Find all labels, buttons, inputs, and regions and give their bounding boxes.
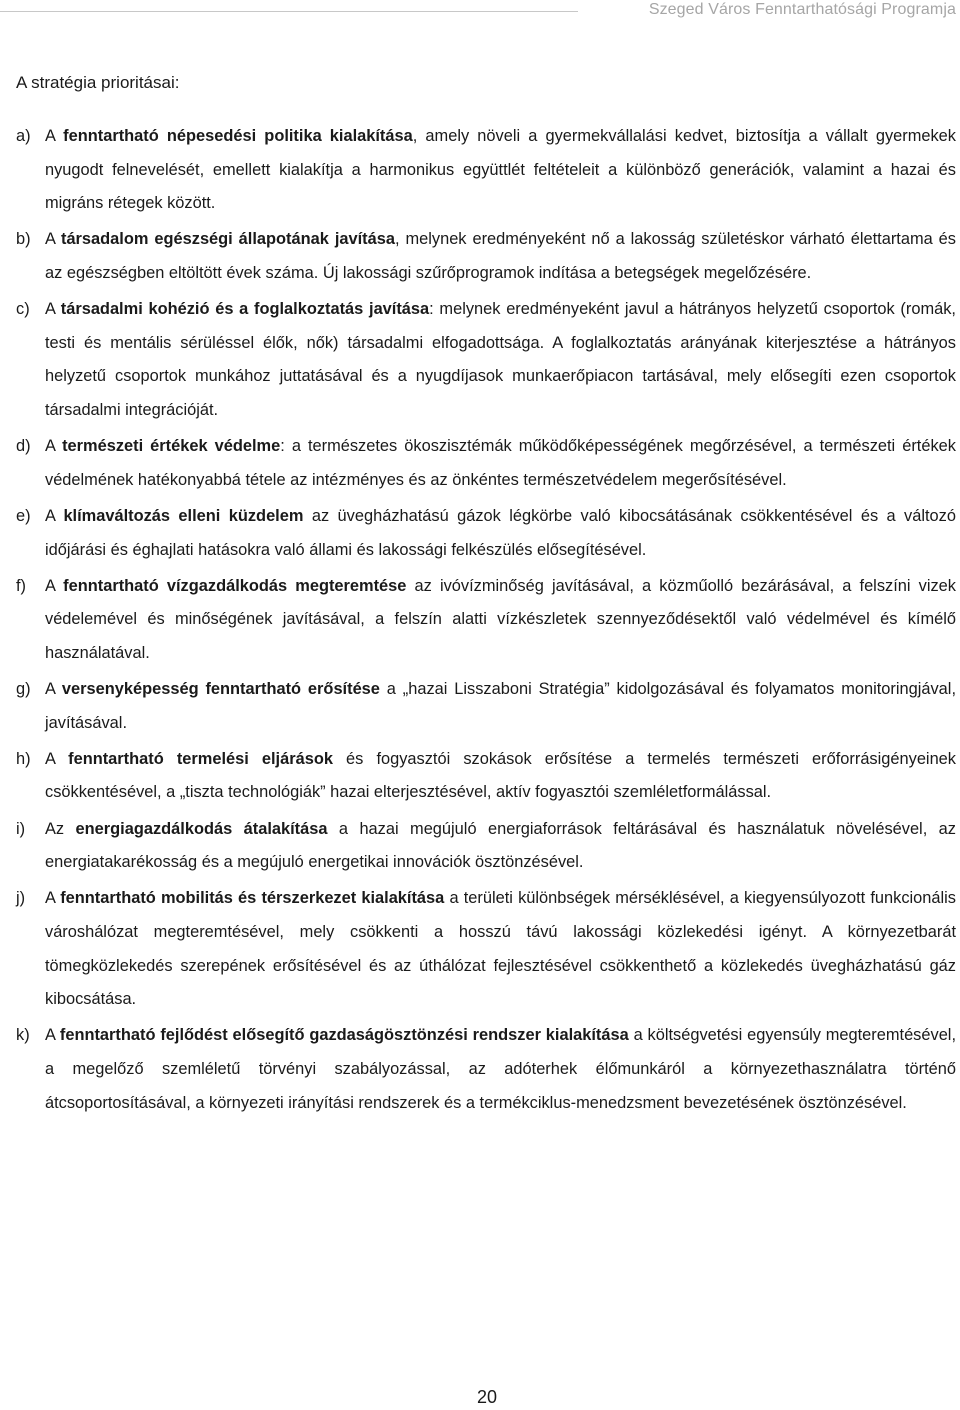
priority-title: fenntartható vízgazdálkodás megteremtése (63, 576, 407, 595)
priority-marker: f) (16, 576, 27, 595)
priority-item-g (16, 673, 956, 740)
running-header-title: Szeged Város Fenntarthatósági Programja (648, 1, 956, 18)
priority-text-lead: A (45, 127, 64, 145)
priority-description: , amely növeli a gyermekvállalási kedvet, biztosítja a vállalt gyermekek nyugodt felnevelését, emellett kialakítja a harmonikus együttlét feltételeit a különböző generációk, valamint a hazai és migráns rétegek között. (45, 127, 956, 213)
priority-item-c (16, 293, 956, 427)
priority-description: a költségvetési egyensúly megteremtésével, a megelőző szemléletű törvényi szabályozással, az adóterhek élőmunkáról a környezethasználatra történő átcsoportosításával, a környezeti irányítási rendszerek és a termékciklus-menedzsment bevezetésének ösztönzésével. (45, 1026, 957, 1112)
priority-title: fenntartható fejlődést elősegítő gazdaságösztönzési rendszer kialakítása (59, 1026, 629, 1045)
priority-marker: g) (16, 680, 31, 699)
priority-text-lead: A (45, 1026, 60, 1045)
priority-marker: j) (16, 889, 26, 908)
priority-marker: d) (16, 437, 31, 456)
priority-description: a területi különbségek mérséklésével, a kiegyensúlyozott funkcionális városhálózat megteremtésével, mely csökkenti a hosszú távú lakossági közlekedési igényt. A környezetbarát tömegközlekedés szerepének erősítésével és az úthálózat fejlesztésével csökkenthető a közlekedés üvegházhatású gáz kibocsátása. (45, 889, 956, 1009)
priority-description: a hazai megújuló energiaforrások feltárásával és használatuk növelésével, az energiatakarékosság és a megújuló energetikai innovációk ösztönzésével. (45, 819, 956, 872)
priority-item-e (16, 500, 956, 567)
priority-item-d (16, 430, 956, 497)
priority-item-a (16, 120, 956, 221)
priority-title: fenntartható mobilitás és térszerkezet kialakítása (60, 889, 445, 908)
priority-marker: i) (16, 819, 26, 838)
priority-item-i (16, 813, 956, 880)
priority-text-lead: A (45, 889, 61, 908)
priority-text-lead: A (45, 749, 69, 768)
priority-title: klímaváltozás elleni küzdelem (63, 506, 304, 525)
priority-description: az ivóvízminőség javításával, a közműolló bezárásával, a felszíni vizek védelemével és minőségének javításával, a felszín alatti vízkészletek szennyeződésektől való védelmével és kímélő használatával. (45, 576, 956, 662)
priority-text-lead: A (45, 300, 61, 319)
priority-description: : a természetes ökoszisztémák működőképességének megőrzésével, a természeti értékek védelmének hatékonyabbá tétele az intézményes és az önkéntes természetvédelem megerősítésével. (45, 437, 956, 489)
priority-title: versenyképesség fenntartható erősítése (61, 680, 380, 699)
priority-item-f (16, 570, 956, 671)
priority-title: fenntartható termelési eljárások (68, 749, 333, 768)
priority-list (16, 120, 956, 1123)
header-rule (0, 11, 578, 12)
priority-description: , melynek eredményeként nő a lakosság születéskor várható élettartama és az egészségben eltöltött évek száma. Új lakossági szűrőprogramok indítása a betegségek megelőzésére. (45, 230, 956, 282)
priority-marker: h) (16, 749, 31, 768)
priority-marker: b) (16, 230, 31, 249)
priority-description: és fogyasztói szokások erősítése a termelés természeti erőforrásigényeinek csökkentésével, a „tiszta technológiák” hazai elterjesztésével, aktív fogyasztói szemléletformálással. (45, 749, 956, 802)
priority-text-lead: A (45, 230, 61, 249)
priority-item-j (16, 882, 956, 1016)
page-number: 20 (476, 1387, 498, 1407)
priority-title: fenntartható népesedési politika kialakítása (63, 127, 413, 145)
priority-item-h (16, 743, 956, 810)
priority-marker: c) (16, 300, 30, 319)
priority-text-lead: A (45, 680, 62, 699)
priority-title: társadalmi kohézió és a foglalkoztatás javítása (60, 300, 430, 319)
priority-title: energiagazdálkodás átalakítása (75, 819, 328, 838)
priority-marker: e) (16, 506, 31, 525)
priority-text-lead: A (45, 506, 64, 525)
priority-text-lead: Az (45, 819, 76, 838)
priority-item-k (16, 1019, 956, 1120)
priority-text-lead: A (45, 437, 63, 456)
priority-item-b (16, 223, 956, 290)
priority-description: az üvegházhatású gázok légkörbe való kibocsátásának csökkentésével és a változó időjárási és éghajlati hatásokra való állami és lakossági felkészülés elősegítésével. (45, 506, 956, 559)
priority-title: természeti értékek védelme (62, 437, 281, 456)
priority-description: a „hazai Lisszaboni Stratégia” kidolgozásával és folyamatos monitoringjával, javításával. (45, 680, 956, 732)
priority-marker: a) (16, 127, 31, 145)
section-intro: A stratégia prioritásai: (16, 73, 180, 92)
priority-text-lead: A (45, 576, 64, 595)
priority-marker: k) (16, 1026, 30, 1045)
priority-title: társadalom egészségi állapotának javítása (60, 230, 395, 249)
priority-description: : melynek eredményeként javul a hátrányos helyzetű csoportok (romák, testi és mentális sérüléssel élők, nők) társadalmi elfogadottsága. A foglalkoztatás arányának kiterjesztése a hátrányos helyzetű csoportok munkához juttatásával és a nyugdíjasok munkaerőpiacon tartásával, mely elősegíti ezen csoportok társadalmi integrációját. (45, 300, 956, 419)
